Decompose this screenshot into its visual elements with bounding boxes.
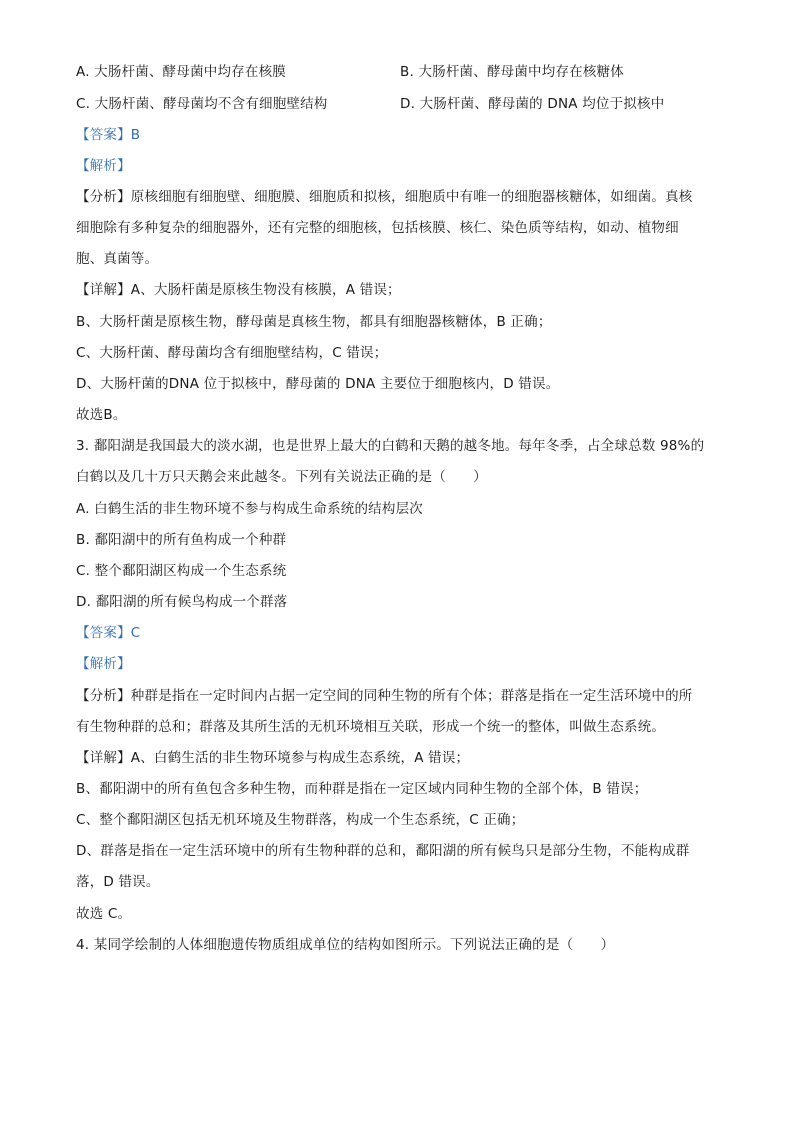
q3-option-a: A. 白鹤生活的非生物环境不参与构成生命系统的结构层次 xyxy=(76,501,423,517)
q2-option-c: C. 大肠杆菌、酵母菌均不含有细胞壁结构 xyxy=(76,96,328,112)
q2-detail-line: 【详解】A、大肠杆菌是原核生物没有核膜，A 错误； xyxy=(76,282,401,298)
q2-analysis-line: 【分析】原核细胞有细胞壁、细胞膜、细胞质和拟核，细胞质中有唯一的细胞器核糖体，如细菌。真核 xyxy=(76,189,693,205)
q2-detail-line: B、大肠杆菌是原核生物，酵母菌是真核生物，都具有细胞器核糖体，B 正确； xyxy=(76,314,552,330)
q2-analysis-line: 细胞除有多种复杂的细胞器外，还有完整的细胞核，包括核膜、核仁、染色质等结构，如动、植物细 xyxy=(76,220,679,236)
q2-analysis-heading: 【解析】 xyxy=(76,158,131,174)
q3-detail-line: 【详解】A、白鹤生活的非生物环境参与构成生态系统，A 错误； xyxy=(76,750,470,766)
q3-option-b: B. 鄱阳湖中的所有鱼构成一个种群 xyxy=(76,532,287,548)
q2-detail-line: D、大肠杆菌的DNA 位于拟核中，酵母菌的 DNA 主要位于细胞核内，D 错误。 xyxy=(76,376,560,392)
q2-analysis-line: 胞、真菌等。 xyxy=(76,251,159,267)
q3-detail-line: 落，D 错误。 xyxy=(76,874,160,890)
q3-analysis-line: 【分析】种群是指在一定时间内占据一定空间的同种生物的所有个体；群落是指在一定生活环境中的所 xyxy=(76,688,693,704)
q2-option-b: B. 大肠杆菌、酵母菌中均存在核糖体 xyxy=(400,64,624,80)
q3-conclusion: 故选 C。 xyxy=(76,906,132,922)
q2-answer: 【答案】B xyxy=(76,127,141,143)
q3-analysis-line: 有生物种群的总和；群落及其所生活的无机环境相互关联，形成一个统一的整体，叫做生态系统。 xyxy=(76,719,666,735)
q3-stem-line: 3. 鄱阳湖是我国最大的淡水湖，也是世界上最大的白鹤和天鹅的越冬地。每年冬季，占全球总数 98%的 xyxy=(76,438,705,454)
q3-detail-line: D、群落是指在一定生活环境中的所有生物种群的总和，鄱阳湖的所有候鸟只是部分生物，不能构成群 xyxy=(76,843,690,859)
q3-option-d: D. 鄱阳湖的所有候鸟构成一个群落 xyxy=(76,594,288,610)
q2-option-d: D. 大肠杆菌、酵母菌的 DNA 均位于拟核中 xyxy=(400,96,665,112)
q3-stem-line: 白鹤以及几十万只天鹅会来此越冬。下列有关说法正确的是（ ） xyxy=(76,469,487,485)
q2-option-a: A. 大肠杆菌、酵母菌中均存在核膜 xyxy=(76,64,286,80)
q3-detail-line: C、整个鄱阳湖区包括无机环境及生物群落，构成一个生态系统，C 正确； xyxy=(76,812,525,828)
q3-option-c: C. 整个鄱阳湖区构成一个生态系统 xyxy=(76,563,287,579)
q2-conclusion: 故选B。 xyxy=(76,407,127,423)
q3-detail-line: B、鄱阳湖中的所有鱼包含多种生物，而种群是指在一定区域内同种生物的全部个体，B 错误； xyxy=(76,781,648,797)
q2-detail-line: C、大肠杆菌、酵母菌均含有细胞壁结构，C 错误； xyxy=(76,345,388,361)
q3-answer: 【答案】C xyxy=(76,625,141,641)
q3-analysis-heading: 【解析】 xyxy=(76,656,131,672)
q4-stem: 4. 某同学绘制的人体细胞遗传物质组成单位的结构如图所示。下列说法正确的是（ ） xyxy=(76,937,615,953)
